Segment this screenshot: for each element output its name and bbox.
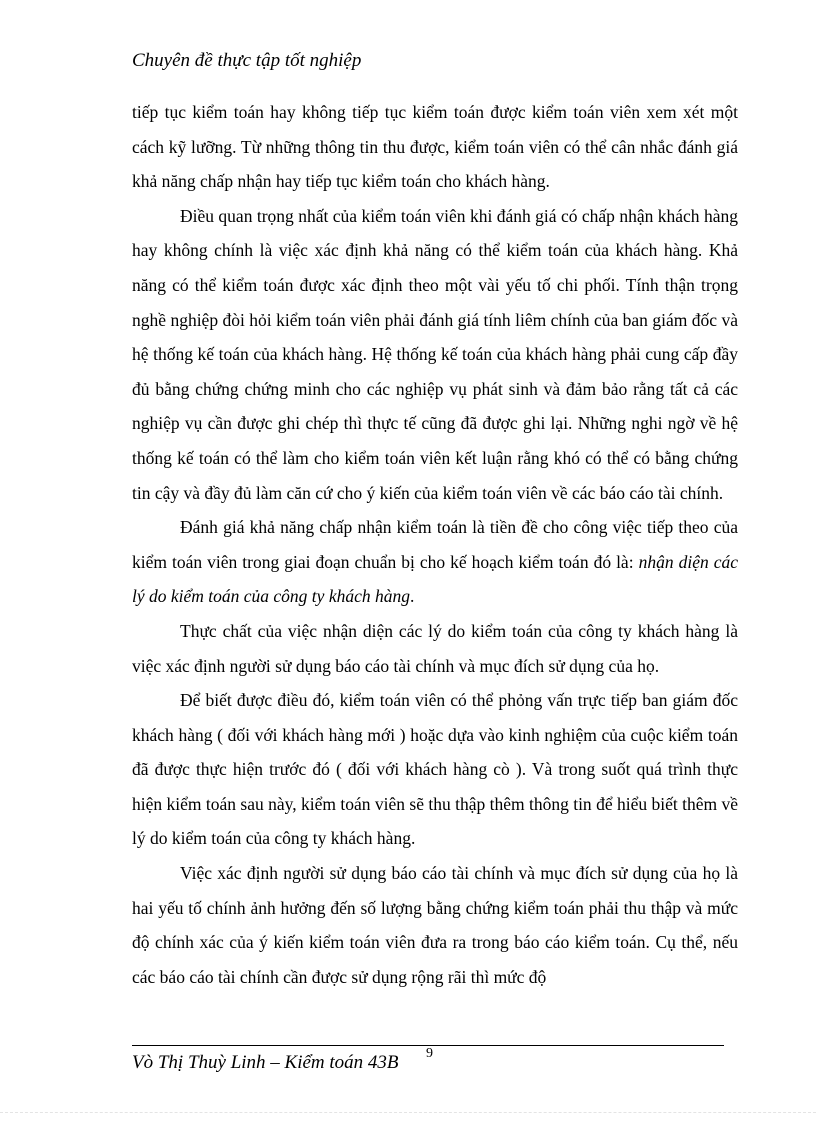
paragraph: Để biết được điều đó, kiểm toán viên có thể phỏng vấn trực tiếp ban giám đốc khách hàng ( đối với khách hàng mới ) hoặc dựa vào kinh nghiệm của cuộc kiểm toán đã được thực hiện trước đó ( đối với khách hàng cò ). Và trong suốt quá trình thực hiện kiểm toán sau này, kiểm toán viên sẽ thu thập thêm thông tin để hiểu biết thêm về lý do kiểm toán của công ty khách hàng. (132, 690, 738, 849)
footer-author: Vò Thị Thuỳ Linh – Kiểm toán 43B (132, 1052, 399, 1073)
paragraph-text: Đánh giá khả năng chấp nhận kiểm toán là tiền đề cho công việc tiếp theo của kiểm toán viên trong giai đoạn chuẩn bị cho kế hoạch kiểm toán đó là: (132, 517, 738, 572)
emphasized-phrase: nhận diện các lý do kiểm toán của công ty khách hàng (132, 551, 738, 607)
paragraph: Việc xác định người sử dụng báo cáo tài chính và mục đích sử dụng của họ là hai yếu tố chính ảnh hưởng đến số lượng bằng chứng kiểm toán phải thu thập và mức độ chính xác của ý kiến kiểm toán viên đưa ra trong báo cáo kiểm toán. Cụ thể, nếu các báo cáo tài chính cần được sử dụng rộng rãi thì mức độ (132, 863, 738, 987)
paragraph: Thực chất của việc nhận diện các lý do kiểm toán của công ty khách hàng là việc xác định người sử dụng báo cáo tài chính và mục đích sử dụng của họ. (132, 620, 738, 676)
page-edge (0, 1112, 816, 1113)
paragraph-end: . (409, 586, 415, 607)
page-header: Chuyên đề thực tập tốt nghiệp (132, 50, 362, 71)
body-text (132, 95, 738, 994)
paragraph: Điều quan trọng nhất của kiểm toán viên khi đánh giá có chấp nhận khách hàng hay không chính là việc xác định khả năng có thể kiểm toán của khách hàng. Khả năng có thể kiểm toán được xác định theo một vài yếu tố chi phối. Tính thận trọng nghề nghiệp đòi hỏi kiểm toán viên phải đánh giá tính liêm chính của ban giám đốc và hệ thống kế toán của khách hàng. Hệ thống kế toán của khách hàng phải cung cấp đầy đủ bằng chứng chứng minh cho các nghiệp vụ phát sinh và đảm bảo rằng tất cả các nghiệp vụ cần được ghi chép thì thực tế cũng đã được ghi lại. Những nghi ngờ về hệ thống kế toán có thể làm cho kiểm toán viên kết luận rằng khó có thể có bằng chứng tin cậy và đầy đủ làm căn cứ cho ý kiến của kiểm toán viên về các báo cáo tài chính. (132, 205, 738, 503)
paragraph (132, 510, 738, 614)
page-number: 9 (426, 1046, 433, 1061)
paragraph: tiếp tục kiểm toán hay không tiếp tục kiểm toán được kiểm toán viên xem xét một cách kỹ lưỡng. Từ những thông tin thu được, kiểm toán viên có thể cân nhắc đánh giá khả năng chấp nhận hay tiếp tục kiểm toán cho khách hàng. (132, 102, 738, 192)
